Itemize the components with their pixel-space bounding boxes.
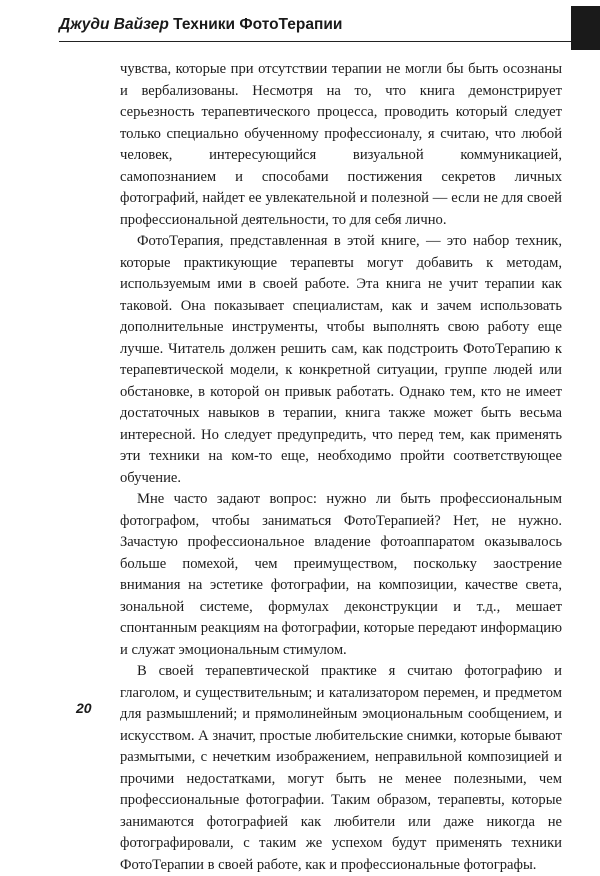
header-rule <box>59 41 571 42</box>
paragraph: В своей терапевтической практике я считаю фотографию и глаголом, и существительным; и катализатором перемен, и предметом для размышлений; и прямолинейным эмоциональным сообщением, и искусством. А значит, простые любительские снимки, которые бывают размытыми, с нечетким изображением, неправильной композицией и прочими недостатками, могут быть не менее полезными, чем профессиональные фотографии. Таким образом, терапевты, которые занимаются фотографией как любители или даже никогда не фотографировали, с таким же успехом будут применять техники ФотоТерапии в своей работе, как и профессиональные фотографы. <box>120 663 562 873</box>
paragraph: Мне часто задают вопрос: нужно ли быть профессиональным фотографом, чтобы заниматься ФотоТерапией? Нет, не нужно. Зачастую профессиональное владение фотоаппаратом оказывалось больше помехой, чем преимуществом, поскольку заострение внимания на эстетике фотографии, на композиции, качестве света, зональной системе, формулах деконструкции и т.д., мешает спонтанным реакциям на фотографии, которые передают информацию и служат эмоциональным стимулом. <box>120 491 562 658</box>
page-number: 20 <box>76 700 92 716</box>
running-header <box>0 6 600 46</box>
paragraph: чувства, которые при отсутствии терапии не могли бы быть осознаны и вербализованы. Несмотря на то, что книга демонстрирует серьезность терапевтического процесса, проводить который следует только специально обученному профессионалу, я считаю, что любой человек, интересующийся визуальной коммуникацией, самопознанием и способами постижения секретов личных фотографий, найдет ее увлекательной и полезной — если не для своей профессиональной деятельности, то для себя лично. <box>120 61 562 228</box>
page-body <box>120 59 562 876</box>
header-text <box>59 16 342 34</box>
header-book-title: Техники ФотоТерапии <box>173 16 343 33</box>
paragraph: ФотоТерапия, представленная в этой книге, — это набор техник, которые практикующие терапевты могут добавить к методам, используемым ими в своей работе. Эта книга не учит терапии как таковой. Она показывает специалистам, как и зачем использовать дополнительные инструменты, чтобы выполнять свою работу еще лучше. Читатель должен решить сам, как подстроить ФотоТерапию к терапевтической модели, к конкретной ситуации, группе людей или обстановке, в которой он привык работать. Однако тем, кто не имеет достаточных навыков в терапии, книга также может быть весьма интересной. Но следует предупредить, что перед тем, как применять эти техники на ком-то еще, необходимо пройти соответствующее обучение. <box>120 233 562 486</box>
header-author: Джуди Вайзер <box>59 16 169 33</box>
header-corner-bar <box>571 6 600 50</box>
